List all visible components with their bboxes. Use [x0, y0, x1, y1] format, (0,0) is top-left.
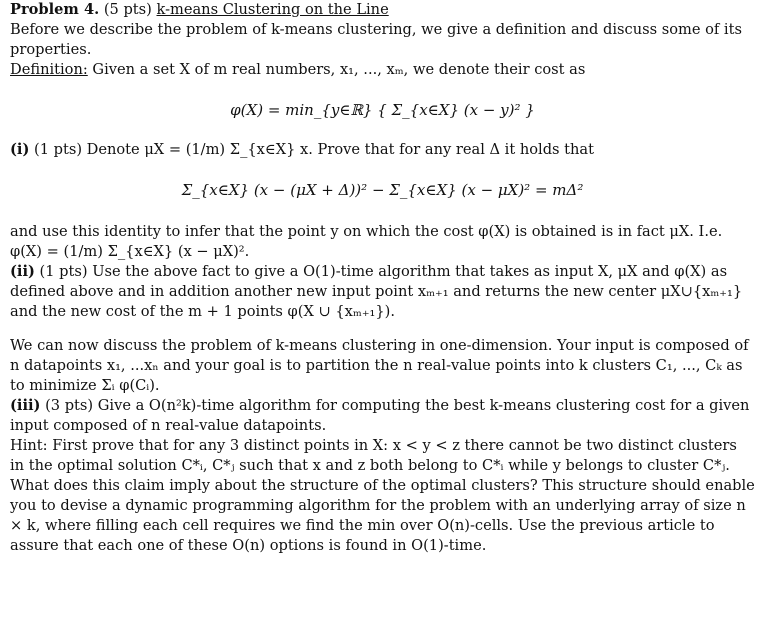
- problem-number: Problem 4.: [10, 1, 100, 18]
- part-iii-points: (3 pts): [45, 397, 94, 414]
- part-iii-label: (iii): [10, 397, 41, 414]
- part-i-text-a: Denote μX = (1/m) Σ_{x∈X} x. Prove that for any real Δ it holds that: [86, 141, 594, 158]
- part-i-conclusion: and use this identity to infer that the point y on which the cost φ(X) is obtained is in fact μX. I.e. φ(X) = (1/m) Σ_{x∈X} (x − μX)².: [10, 223, 723, 260]
- part-ii-text: Use the above fact to give a O(1)-time algorithm that takes as input X, μX and φ(X) as defined above and in addition another new input point xₘ₊₁ and returns the new center μX∪{xₘ₊₁} and the new cost of the m + 1 points φ(X ∪ {xₘ₊₁}).: [10, 263, 743, 320]
- problem-points: (5 pts): [103, 1, 152, 18]
- definition-label: Definition:: [10, 61, 88, 78]
- problem-title: k-means Clustering on the Line: [156, 1, 389, 18]
- part-i-paragraph: [10, 140, 755, 160]
- definition-paragraph: [10, 60, 755, 80]
- part-i-points: (1 pts): [34, 141, 83, 158]
- cost-equation: φ(X) = min_{y∈ℝ} { Σ_{x∈X} (x − y)² }: [230, 101, 535, 119]
- problem-heading: [10, 0, 755, 20]
- kmeans-paragraph: We can now discuss the problem of k-means clustering in one-dimension. Your input is composed of n datapoints x₁, ...xₙ and your goal is to partition the n real-value points into k clusters C₁, ..., Cₖ as to minimize Σᵢ φ(Cᵢ).: [10, 337, 749, 394]
- section-gap: [10, 322, 755, 336]
- part-ii-paragraph: [10, 262, 755, 322]
- part-i-label: (i): [10, 141, 30, 158]
- hint-text: First prove that for any 3 distinct points in X: x < y < z there cannot be two distinct clusters in the optimal solution C*ᵢ, C*ⱼ such that x and z both belong to C*ᵢ while y belongs to cluster C*ⱼ. What does this claim imply about the structure of the optimal clusters? This structure should enable you to devise a dynamic programming algorithm for the problem with an underlying array of size n × k, where filling each cell requires we find the min over O(n)-cells. Use the previous article to assure that each one of these O(n) options is found in O(1)-time.: [10, 437, 755, 554]
- part-ii-points: (1 pts): [39, 263, 88, 280]
- part-iii-text: Give a O(n²k)-time algorithm for computing the best k-means clustering cost for a given input composed of n real-value datapoints.: [10, 397, 750, 434]
- identity-equation: Σ_{x∈X} (x − (μX + Δ))² − Σ_{x∈X} (x − μX)² = mΔ²: [181, 181, 584, 199]
- part-iii-paragraph: [10, 396, 755, 436]
- intro-paragraph: Before we describe the problem of k-means clustering, we give a definition and discuss some of its properties.: [10, 21, 742, 58]
- hint-label: Hint:: [10, 437, 48, 454]
- definition-text: Given a set X of m real numbers, x₁, ..., xₘ, we denote their cost as: [92, 61, 586, 78]
- hint-paragraph: [10, 436, 755, 556]
- part-ii-label: (ii): [10, 263, 35, 280]
